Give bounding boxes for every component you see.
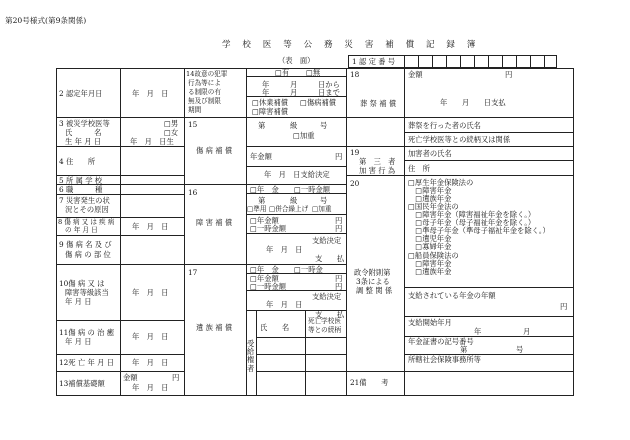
checkbox-apply-mutatis[interactable]: □準用	[247, 205, 267, 213]
checkbox-pension-amount[interactable]: □年金額	[250, 274, 279, 283]
checkbox-national-pension[interactable]: □国民年金法の	[408, 202, 459, 211]
checkbox-leave-compensation[interactable]: □休業補償	[252, 98, 289, 107]
label-injury-name-2: 傷 病 の 部 位	[65, 250, 111, 259]
label-assault: 加 害 行 為	[359, 166, 396, 175]
label-certificate-number: 年金証書の記号番号	[408, 337, 474, 346]
checkbox-np-disability[interactable]: □障害年金（障害福祉年金を除く。）	[408, 210, 536, 219]
checkbox-aggravation[interactable]: □加重	[293, 131, 315, 140]
label-victim: 3 被災学校医等	[59, 119, 110, 128]
label-annual-pension-amount: 支給されている年金の年額	[408, 291, 496, 300]
label-20: 20	[350, 179, 360, 188]
checkbox-si-disability[interactable]: □障害年金	[408, 259, 452, 268]
form-title: 学 校 医 等 公 務 災 害 補 償 記 録 簿	[222, 40, 480, 50]
checkbox-seamen-insurance[interactable]: □船員保険法の	[408, 251, 459, 260]
label-assailant-name: 加害者の氏名	[408, 149, 452, 158]
label-birthdate: 生 年 月 日	[65, 137, 102, 146]
label-remarks: 21備 考	[350, 378, 389, 387]
checkbox-restriction-no[interactable]: □無	[306, 68, 321, 77]
label-year-to: 年	[262, 88, 270, 97]
label-grade-prefix: 第	[258, 196, 266, 205]
checkbox-restriction-yes[interactable]: □有	[275, 68, 290, 77]
value-base-amount-date: 年 月 日	[132, 383, 169, 392]
label-recovery-1: 11傷 病 の 治 癒	[59, 328, 115, 337]
unit-yen: 円	[335, 224, 343, 233]
label-adjustment-3: 調 整 関 係	[356, 286, 393, 295]
label-disability-1: 10傷 病 又 は	[59, 279, 105, 288]
label-month-to: 月	[290, 88, 298, 97]
label-number: 号	[320, 121, 328, 130]
checkbox-epi-disability[interactable]: □障害年金	[408, 186, 452, 195]
label-amount: 金額	[123, 373, 138, 382]
label-year: 年	[474, 327, 482, 336]
label-payment-decision: 支給決定	[312, 292, 342, 301]
label-death-date: 12死 亡 年 月 日	[59, 358, 115, 367]
label-school: 5 所 属 学 校	[59, 176, 103, 185]
checkbox-np-widow[interactable]: □寡婦年金	[408, 242, 452, 251]
label-certification-date: 2 認定年月日	[59, 89, 103, 98]
checkbox-si-survivor[interactable]: □遺族年金	[408, 267, 452, 276]
value-certification-date: 年 月 日	[132, 89, 169, 98]
label-address: 4 住 所	[59, 157, 96, 166]
label-accident-2: 況とその原因	[65, 205, 109, 214]
label-adjustment-2: 3条による	[356, 277, 390, 286]
label-19: 19	[350, 148, 360, 157]
form-number: 第20号様式(第9条関係)	[5, 16, 87, 25]
checkbox-np-mother-child[interactable]: □母子年金（母子福祉年金を除く。）	[408, 218, 536, 227]
label-amount: 金額	[408, 70, 423, 79]
unit-yen: 円	[335, 274, 343, 283]
label-funeral-performer-name: 葬祭を行った者の氏名	[408, 121, 481, 130]
label-number: 号	[320, 196, 328, 205]
label-annual-amount: 年金額	[250, 152, 272, 161]
label-grade-prefix: 第	[258, 121, 266, 130]
label-relationship: 死亡学校医等との続柄又は関係	[408, 135, 511, 144]
checkbox-injury-compensation[interactable]: □傷病補償	[300, 98, 337, 107]
label-restriction-4: 無及び制限	[188, 97, 221, 105]
unit-yen: 円	[335, 216, 343, 225]
label-16: 16	[188, 188, 198, 197]
checkbox-pension-amount[interactable]: □年金額	[250, 216, 279, 225]
label-payment: 支 払	[315, 310, 345, 319]
label-injury-name-1: 9 傷 病 名 及 び	[59, 240, 112, 249]
label-payment-start: 支給開始年月	[408, 318, 452, 327]
checkbox-pension[interactable]: □年 金	[250, 185, 279, 194]
certification-number-label: 1 認 定 番 号	[352, 57, 396, 66]
checkbox-np-quasi-mother-child[interactable]: □準母子年金（準母子福祉年金を除く。）	[408, 226, 550, 235]
checkbox-epi-survivor[interactable]: □遺族年金	[408, 194, 452, 203]
label-payment-date: 年 月 日支払	[440, 98, 506, 107]
side-indicator: （表 面）	[278, 56, 315, 65]
label-base-amount: 13補償基礎額	[59, 379, 105, 388]
label-restriction-2: 行為等によ	[188, 79, 221, 87]
label-restriction-5: 期間	[188, 106, 202, 114]
label-name: 氏 名	[65, 128, 102, 137]
label-grade: 級	[290, 121, 298, 130]
label-recipient-name: 氏 名	[260, 323, 290, 332]
unit-yen: 円	[560, 302, 568, 311]
label-relationship-1: 死亡学校医	[308, 317, 341, 325]
checkbox-lump-sum[interactable]: □一時金額	[294, 185, 331, 194]
label-date: 年 月 日	[266, 245, 303, 254]
label-payment-decision: 年 月 日支給決定	[264, 170, 330, 179]
label-social-insurance-office: 所轄社会保険事務所等	[408, 355, 481, 364]
label-occupation: 6 職 種	[59, 185, 103, 194]
label-assailant-address: 住 所	[408, 164, 430, 173]
value-disability-date: 年 月 日	[132, 288, 169, 297]
label-15: 15	[188, 120, 198, 129]
label-month-from: 月	[290, 80, 298, 89]
checkbox-aggravation[interactable]: □加重	[312, 205, 332, 213]
label-disability-3: 年 月 日	[65, 297, 92, 306]
checkbox-lump-sum-amount[interactable]: □一時金額	[250, 282, 287, 291]
label-payment-decision: 支給決定	[312, 236, 342, 245]
label-survivor-compensation: 遺 族 補 償	[196, 323, 233, 332]
label-grade: 級	[290, 196, 298, 205]
label-restriction-3: る制限の有	[188, 88, 221, 96]
checkbox-employees-pension[interactable]: □厚生年金保険法の	[408, 178, 474, 187]
label-funeral-compensation: 葬 祭 補 償	[360, 99, 397, 108]
label-injury-date-1: 8 傷 病 又 は 疾 病	[58, 218, 115, 226]
unit-yen: 円	[335, 152, 343, 161]
label-day-to: 日まで	[318, 88, 340, 97]
value-recovery-date: 年 月 日	[132, 332, 169, 341]
value-death-date: 年 月 日	[132, 358, 169, 367]
label-restriction-1: 14故意の犯罪	[186, 70, 228, 78]
unit-yen: 円	[505, 70, 513, 79]
label-day-from: 日から	[318, 80, 340, 89]
unit-yen: 円	[335, 282, 343, 291]
label-relationship-2: 等との続柄	[308, 326, 341, 334]
label-number-suffix: 号	[516, 345, 524, 354]
checkbox-lump-sum[interactable]: □一時金	[294, 265, 323, 274]
label-injury-disease-compensation: 傷 病 補 償	[196, 146, 233, 155]
checkbox-lump-sum-amount[interactable]: □一時金額	[250, 224, 287, 233]
label-injury-date-2: の 年 月 日	[65, 226, 98, 234]
checkbox-female[interactable]: □女	[164, 128, 179, 137]
checkbox-pension[interactable]: □年 金	[250, 265, 279, 274]
label-payment: 支 払	[315, 254, 345, 263]
label-disability-2: 障害等級該当	[65, 288, 109, 297]
label-number-prefix: 第	[460, 345, 468, 354]
value-injury-date: 年 月 日	[132, 222, 169, 231]
label-adjustment-1: 政令附則第	[354, 268, 391, 277]
label-18: 18	[350, 70, 360, 79]
label-right-holder: 受給権者	[247, 339, 255, 373]
checkbox-male[interactable]: □男	[164, 119, 179, 128]
checkbox-combined-upgrade[interactable]: □併合繰上げ	[269, 205, 309, 213]
value-birthdate: 年 月 日生	[130, 137, 174, 146]
unit-yen: 円	[172, 373, 180, 382]
label-month: 月	[523, 327, 531, 336]
checkbox-np-orphan[interactable]: □遺児年金	[408, 234, 452, 243]
label-accident-1: 7 災害発生の状	[59, 196, 110, 205]
label-17: 17	[188, 268, 198, 277]
label-disability-compensation: 障 害 補 償	[196, 218, 233, 227]
label-third-party: 第 三 者	[359, 157, 396, 166]
checkbox-disability-compensation[interactable]: □障害補償	[252, 107, 289, 116]
label-recovery-2: 年 月 日	[65, 337, 92, 346]
label-date: 年 月 日	[266, 300, 303, 309]
label-year-from: 年	[262, 80, 270, 89]
